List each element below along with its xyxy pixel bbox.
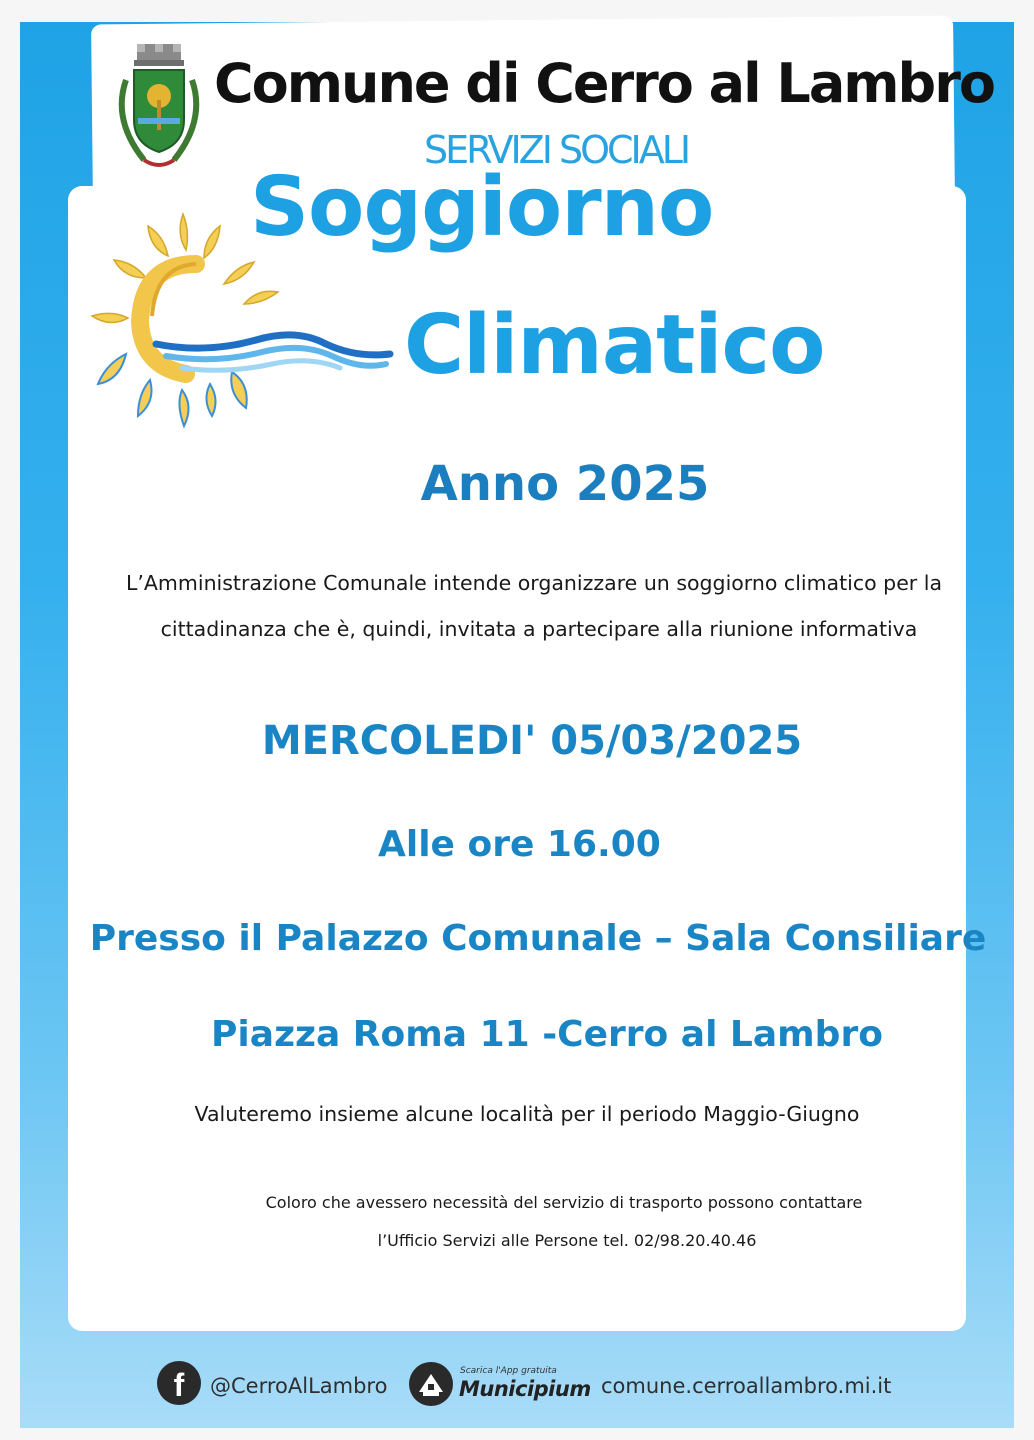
municipality-title: Comune di Cerro al Lambro	[214, 52, 994, 115]
intro-text-line-1: L’Amministrazione Comunale intende organizzare un soggiorno climatico per la	[125, 571, 943, 595]
transport-info-line-1: Coloro che avessero necessità del servizio di trasporto possono contattare	[265, 1193, 863, 1212]
app-download-tagline: Scarica l'App gratuita	[460, 1366, 557, 1376]
event-venue: Presso il Palazzo Comunale – Sala Consiliare	[89, 918, 987, 959]
headline-climatico: Climatico	[404, 298, 825, 393]
website-link[interactable]: comune.cerroallambro.mi.it	[601, 1374, 892, 1398]
year-heading: Anno 2025	[420, 456, 710, 512]
municipium-app-link[interactable]: Municipium	[459, 1377, 591, 1401]
event-note: Valuteremo insieme alcune località per il periodo Maggio-Giugno	[194, 1102, 860, 1126]
headline-soggiorno: Soggiorno	[250, 160, 714, 255]
municipium-building-icon	[409, 1362, 453, 1406]
municipal-crest-icon	[104, 40, 214, 180]
event-time: Alle ore 16.00	[378, 824, 661, 865]
event-address: Piazza Roma 11 -Cerro al Lambro	[211, 1014, 883, 1055]
event-date: MERCOLEDI' 05/03/2025	[261, 718, 803, 764]
municipium-app-icon[interactable]	[409, 1362, 453, 1406]
facebook-handle-link[interactable]: @CerroAlLambro	[210, 1374, 388, 1398]
facebook-icon[interactable]: f	[157, 1361, 201, 1405]
transport-info-line-2: l’Ufficio Servizi alle Persone tel. 02/98.20.40.46	[377, 1231, 757, 1250]
intro-text-line-2: cittadinanza che è, quindi, invitata a partecipare alla riunione informativa	[160, 617, 918, 641]
department-subtitle: SERVIZI SOCIALI	[424, 128, 689, 172]
